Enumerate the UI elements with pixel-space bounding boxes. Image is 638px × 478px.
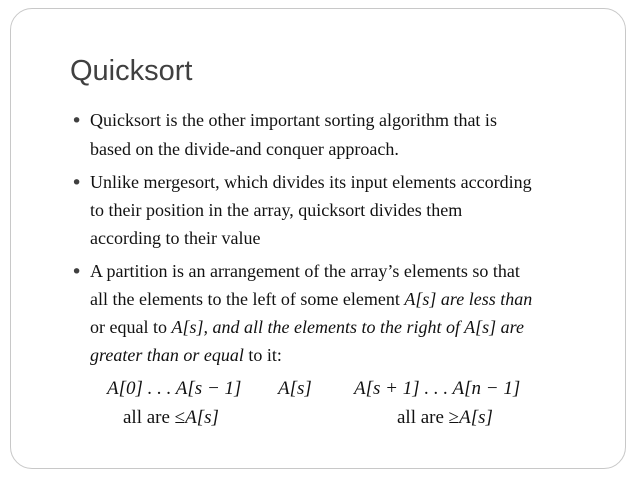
formula-right-condition: [397, 407, 493, 429]
bullet-2-line-2: to their position in the array, quicksort divides them: [90, 200, 463, 220]
left-condition-var: A[s]: [185, 407, 219, 428]
slide-title: Quicksort: [70, 55, 193, 87]
formula-left-condition: [123, 407, 219, 429]
bullet-1-line-2: based on the divide-and conquer approach.: [90, 139, 399, 159]
left-condition-text: all are ≤: [123, 407, 186, 428]
bullet-3-line-3: [90, 317, 524, 338]
bullet-3-line-4-italic: greater than or equal: [90, 345, 244, 365]
bullet-3-line-1: A partition is an arrangement of the array’s elements so that: [90, 261, 520, 281]
bullet-2-line-1: Unlike mergesort, which divides its input elements according: [90, 172, 532, 192]
formula-left-subarray: A[0] . . . A[s − 1]: [107, 378, 242, 399]
bullet-2-line-3: according to their value: [90, 228, 261, 248]
formula-pivot: A[s]: [278, 378, 312, 399]
formula-right-subarray: A[s + 1] . . . A[n − 1]: [354, 378, 521, 399]
round-bullet-icon: •: [71, 261, 83, 283]
bullet-3-line-4: [90, 345, 282, 366]
bullet-3-line-2: [90, 289, 532, 310]
bullet-1-line-1: Quicksort is the other important sorting algorithm that is: [90, 110, 497, 130]
bullet-3-line-4-text: to it:: [243, 345, 282, 365]
bullet-3-line-3-italic: A[s], and all the elements to the right of A[s] are: [171, 317, 524, 337]
bullet-3-line-2-italic: A[s] are less than: [404, 289, 533, 309]
round-bullet-icon: •: [71, 172, 83, 194]
bullet-3-line-3-text: or equal to: [90, 317, 172, 337]
bullet-3-line-2-text: all the elements to the left of some element: [90, 289, 405, 309]
round-bullet-icon: •: [71, 110, 83, 132]
right-condition-text: all are ≥: [397, 407, 460, 428]
right-condition-var: A[s]: [459, 407, 493, 428]
